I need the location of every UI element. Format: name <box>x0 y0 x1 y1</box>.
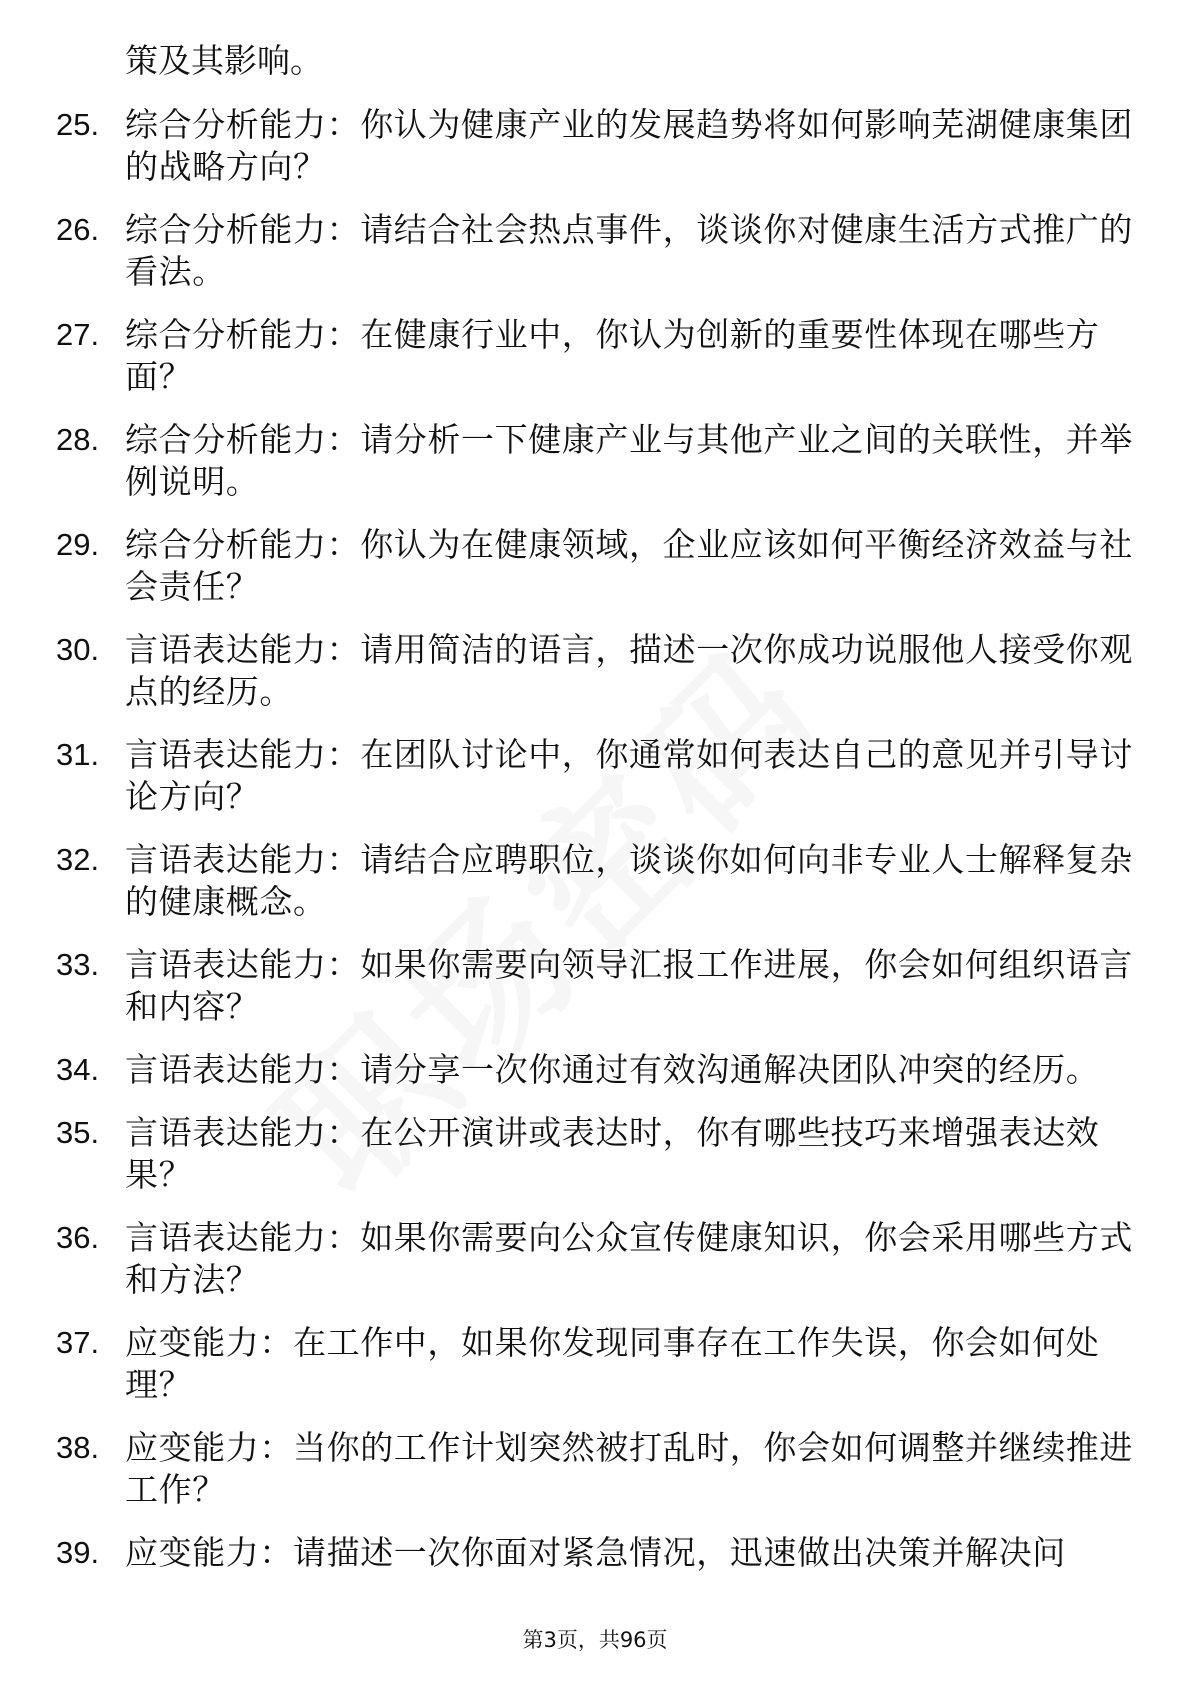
item-number: 39. <box>56 1535 100 1570</box>
item-number: 26. <box>56 212 100 247</box>
continuation-text: 策及其影响。 <box>125 41 323 80</box>
item-text: 应变能力：在工作中，如果你发现同事存在工作失误，你会如何处理？ <box>125 1323 1100 1404</box>
item-number: 32. <box>56 842 100 877</box>
item-text: 言语表达能力：请结合应聘职位，谈谈你如何向非专业人士解释复杂的健康概念。 <box>125 840 1133 921</box>
item-text: 言语表达能力：在公开演讲或表达时，你有哪些技巧来增强表达效果？ <box>125 1113 1100 1194</box>
list-item <box>56 1112 1146 1196</box>
item-number: 31. <box>56 737 100 772</box>
item-number: 30. <box>56 632 100 667</box>
item-number: 28. <box>56 422 100 457</box>
item-number: 35. <box>56 1115 100 1150</box>
list-item <box>56 629 1146 713</box>
item-text: 综合分析能力：在健康行业中，你认为创新的重要性体现在哪些方面？ <box>125 315 1100 396</box>
list-item <box>56 1427 1146 1511</box>
item-text: 应变能力：当你的工作计划突然被打乱时，你会如何调整并继续推进工作？ <box>125 1428 1133 1509</box>
item-number: 36. <box>56 1220 100 1255</box>
item-text: 言语表达能力：如果你需要向公众宣传健康知识，你会采用哪些方式和方法？ <box>125 1218 1133 1299</box>
item-text: 言语表达能力：请分享一次你通过有效沟通解决团队冲突的经历。 <box>125 1050 1100 1089</box>
item-text: 言语表达能力：如果你需要向领导汇报工作进展，你会如何组织语言和内容？ <box>125 945 1133 1026</box>
list-item <box>56 734 1146 818</box>
item-text: 言语表达能力：请用简洁的语言，描述一次你成功说服他人接受你观点的经历。 <box>125 630 1133 711</box>
item-number: 27. <box>56 317 100 352</box>
page-footer: 第3页，共96页 <box>522 1628 668 1652</box>
list-item <box>56 839 1146 923</box>
item-number: 34. <box>56 1052 100 1087</box>
list-item <box>56 944 1146 1028</box>
item-number: 38. <box>56 1430 100 1465</box>
list-item <box>56 524 1146 608</box>
list-item <box>56 314 1146 398</box>
item-number: 33. <box>56 947 100 982</box>
item-number: 37. <box>56 1325 100 1360</box>
item-text: 言语表达能力：在团队讨论中，你通常如何表达自己的意见并引导讨论方向？ <box>125 735 1133 816</box>
item-text: 综合分析能力：请分析一下健康产业与其他产业之间的关联性，并举例说明。 <box>125 420 1133 501</box>
item-number: 29. <box>56 527 100 562</box>
item-text: 综合分析能力：请结合社会热点事件，谈谈你对健康生活方式推广的看法。 <box>125 210 1133 291</box>
list-item <box>56 104 1146 188</box>
item-text: 应变能力：请描述一次你面对紧急情况，迅速做出决策并解决问 <box>125 1533 1066 1572</box>
list-item <box>56 419 1146 503</box>
item-text: 综合分析能力：你认为在健康领域，企业应该如何平衡经济效益与社会责任？ <box>125 525 1133 606</box>
question-list <box>56 40 1146 1595</box>
list-item <box>56 1049 1146 1091</box>
item-text: 综合分析能力：你认为健康产业的发展趋势将如何影响芜湖健康集团的战略方向？ <box>125 105 1133 186</box>
list-item <box>56 1532 1146 1574</box>
list-item <box>56 209 1146 293</box>
list-item <box>56 1217 1146 1301</box>
list-item <box>56 1322 1146 1406</box>
item-number: 25. <box>56 107 100 142</box>
